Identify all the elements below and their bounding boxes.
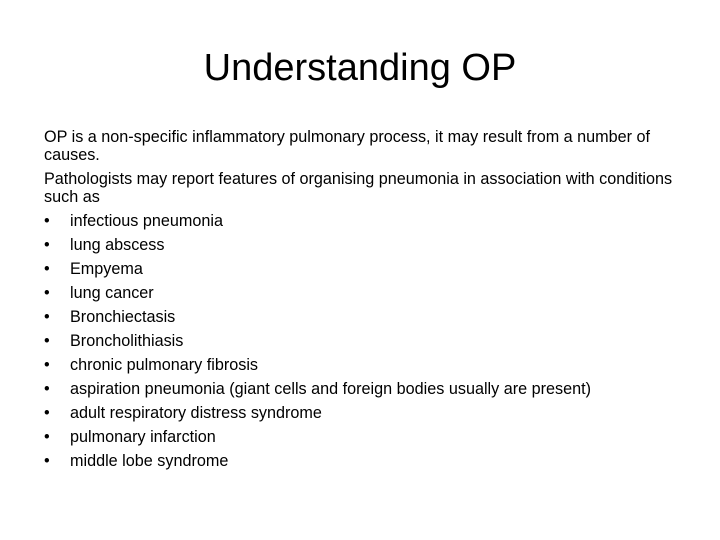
- list-item: [44, 236, 684, 254]
- list-item: [44, 356, 684, 374]
- slide-title: Understanding OP: [203, 47, 517, 89]
- list-item: [44, 332, 684, 350]
- bullet-icon: •: [44, 452, 50, 470]
- list-item-text: lung cancer: [70, 284, 154, 302]
- list-item: [44, 452, 684, 470]
- list-item-text: chronic pulmonary fibrosis: [70, 356, 259, 374]
- bullet-icon: •: [44, 212, 50, 230]
- list-item: [44, 308, 684, 326]
- bullet-icon: •: [44, 260, 50, 278]
- intro-paragraph: OP is a non-specific inflammatory pulmonary process, it may result from a number of causes.: [44, 128, 651, 164]
- list-item-text: lung abscess: [70, 236, 165, 254]
- list-item-text: middle lobe syndrome: [70, 452, 229, 470]
- context-paragraph: Pathologists may report features of organising pneumonia in association with conditions such as: [44, 170, 673, 206]
- list-item: [44, 380, 684, 398]
- list-item-text: Bronchiectasis: [70, 308, 176, 326]
- bullet-icon: •: [44, 308, 50, 326]
- list-item: [44, 428, 684, 446]
- list-item: [44, 284, 684, 302]
- slide-body: [44, 128, 684, 476]
- list-item: [44, 260, 684, 278]
- bullet-icon: •: [44, 380, 50, 398]
- bullet-icon: •: [44, 404, 50, 422]
- bullet-icon: •: [44, 428, 50, 446]
- list-item: [44, 404, 684, 422]
- list-item: [44, 212, 684, 230]
- bullet-icon: •: [44, 236, 50, 254]
- bullet-icon: •: [44, 284, 50, 302]
- list-item-text: adult respiratory distress syndrome: [70, 404, 322, 422]
- bullet-icon: •: [44, 356, 50, 374]
- list-item-text: Empyema: [70, 260, 143, 278]
- conditions-list: [44, 212, 684, 470]
- list-item-text: pulmonary infarction: [70, 428, 216, 446]
- list-item-text: infectious pneumonia: [70, 212, 223, 230]
- list-item-text: aspiration pneumonia (giant cells and foreign bodies usually are present): [70, 380, 592, 398]
- bullet-icon: •: [44, 332, 50, 350]
- list-item-text: Broncholithiasis: [70, 332, 184, 350]
